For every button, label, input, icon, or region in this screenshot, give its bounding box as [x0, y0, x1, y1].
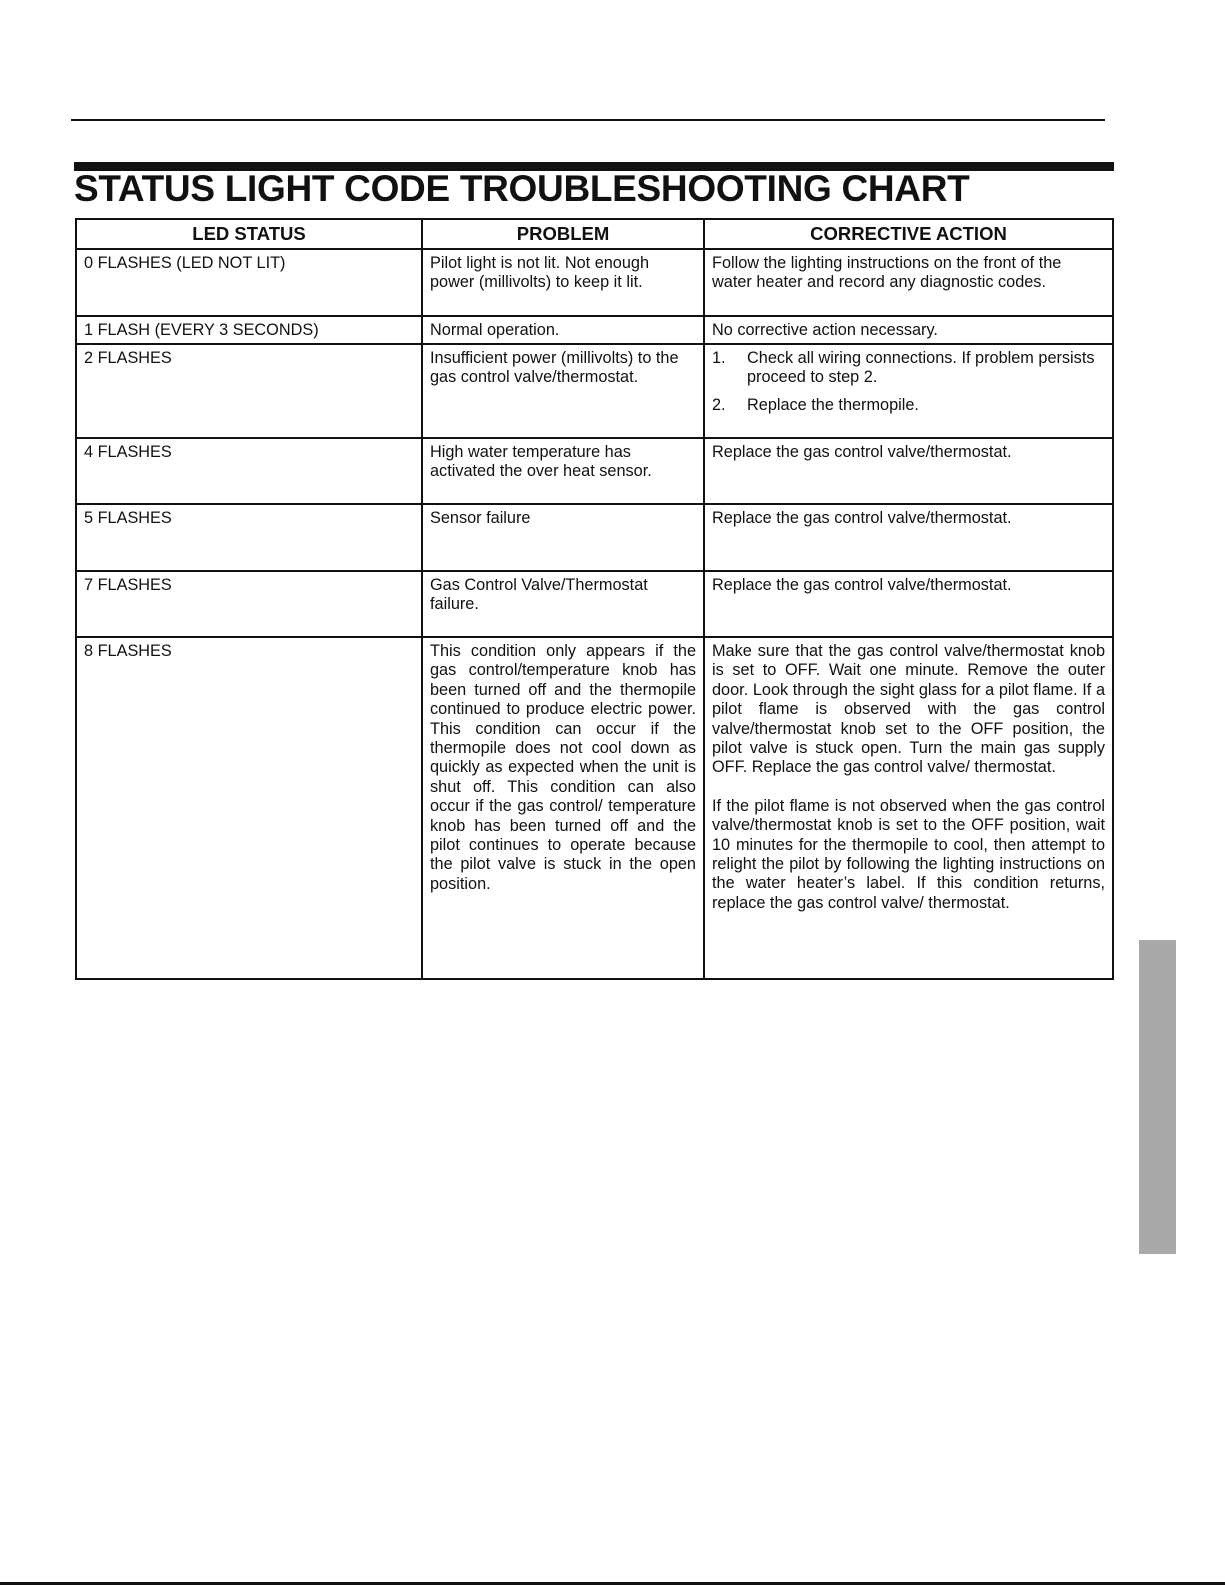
table-row: [76, 637, 1113, 979]
problem-cell: High water temperature has activated the over heat sensor.: [422, 438, 704, 504]
problem-cell: Pilot light is not lit. Not enough power (millivolts) to keep it lit.: [422, 249, 704, 316]
column-header-corrective-action: CORRECTIVE ACTION: [704, 219, 1113, 249]
led-status-cell: 4 FLASHES: [76, 438, 422, 504]
page-title: STATUS LIGHT CODE TROUBLESHOOTING CHART: [74, 168, 970, 209]
table-row: [76, 249, 1113, 316]
led-status-cell: 8 FLASHES: [76, 637, 422, 979]
action-paragraph: If the pilot flame is not observed when the gas control valve/thermostat knob is set to the OFF position, wait 10 minutes for the thermopile to cool, then attempt to relight the pilot by following the lighting instructions on the water heater’s label. If this condition returns, replace the gas control valve/ thermostat.: [712, 796, 1105, 912]
problem-cell: Sensor failure: [422, 504, 704, 571]
action-cell: [704, 344, 1113, 438]
troubleshooting-table: [75, 218, 1114, 980]
table-row: [76, 504, 1113, 571]
action-step: [712, 396, 1105, 415]
problem-cell: This condition only appears if the gas control/temperature knob has been turned off and the thermopile continued to produce electric power. This condition can occur if the thermopile does not cool down as quickly as expected when the unit is shut off. This condition can also occur if the gas control/ temperature knob has been turned off and the pilot continues to operate because the pilot valve is stuck in the open position.: [422, 637, 704, 979]
table-row: [76, 571, 1113, 637]
table-row: [76, 344, 1113, 438]
header-rule: [71, 119, 1105, 121]
section-tab-marker: [1139, 940, 1176, 1254]
action-cell: [704, 637, 1113, 979]
action-cell: No corrective action necessary.: [704, 316, 1113, 344]
action-cell: Follow the lighting instructions on the front of the water heater and record any diagnostic codes.: [704, 249, 1113, 316]
table-row: [76, 438, 1113, 504]
step-text: Replace the thermopile.: [747, 395, 919, 414]
action-cell: Replace the gas control valve/thermostat.: [704, 504, 1113, 571]
led-status-cell: 0 FLASHES (LED NOT LIT): [76, 249, 422, 316]
led-status-cell: 7 FLASHES: [76, 571, 422, 637]
action-cell: Replace the gas control valve/thermostat.: [704, 438, 1113, 504]
step-number: 1.: [712, 349, 726, 367]
column-header-problem: PROBLEM: [422, 219, 704, 249]
action-steps-list: [712, 349, 1105, 415]
step-number: 2.: [712, 395, 726, 414]
led-status-cell: 1 FLASH (EVERY 3 SECONDS): [76, 316, 422, 344]
table-header-row: [76, 219, 1113, 249]
problem-cell: Normal operation.: [422, 316, 704, 344]
action-step: [712, 349, 1105, 388]
step-text: Check all wiring connections. If problem persists proceed to step 2.: [747, 349, 1095, 387]
led-status-cell: 5 FLASHES: [76, 504, 422, 571]
action-cell: Replace the gas control valve/thermostat.: [704, 571, 1113, 637]
column-header-led-status: LED STATUS: [76, 219, 422, 249]
action-paragraph: Make sure that the gas control valve/thermostat knob is set to OFF. Wait one minute. Remove the outer door. Look through the sight glass for a pilot flame. If a pilot flame is observed with the gas control valve/thermostat knob set to the OFF position, the pilot valve is stuck open. Turn the main gas supply OFF. Replace the gas control valve/ thermostat.: [712, 642, 1105, 777]
led-status-cell: 2 FLASHES: [76, 344, 422, 438]
table-row: [76, 316, 1113, 344]
problem-cell: Insufficient power (millivolts) to the gas control valve/thermostat.: [422, 344, 704, 438]
problem-cell: Gas Control Valve/Thermostat failure.: [422, 571, 704, 637]
